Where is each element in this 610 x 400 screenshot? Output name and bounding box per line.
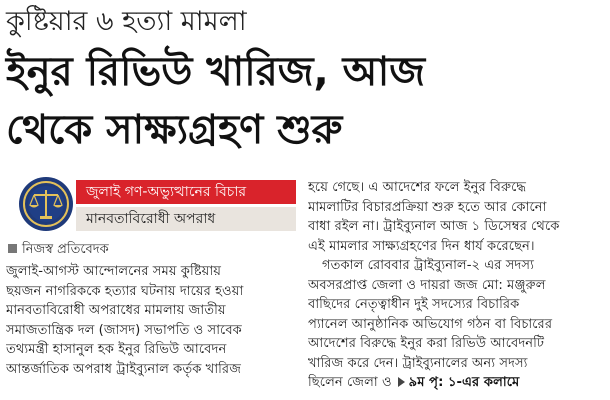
byline-text: নিজস্ব প্রতিবেদক [22,242,109,257]
body-line: বাধা রইল না। ট্রাইব্যুনাল আজ ১ ডিসেম্বর থেকে [308,219,560,234]
body-line: জুলাই-আগস্ট আন্দোলনের সময় কুষ্টিয়ায় [6,264,222,279]
body-line: খারিজ করে দেন। ট্রাইব্যুনালের অন্য সদস্য [308,355,528,371]
headline-line-2: থেকে সাক্ষ্যগ্রহণ শুরু [6,107,343,153]
byline-square-icon [8,244,17,253]
last-line-text: ছিলেন জেলা ও [308,375,392,390]
body-line: মানবতাবিরোধী অপরাধের মামলায় জাতীয় [6,303,226,318]
kicker: কুষ্টিয়ার ৬ হত্যা মামলা [6,6,247,37]
continued-on-page[interactable]: ৯ম পৃ: ১-এর কলামে [408,375,520,390]
body-line: তথ্যমন্ত্রী হাসানুল হক ইনুর রিভিউ আবেদন [6,342,227,357]
banner-top-label: জুলাই গণ-অভ্যুত্থানের বিচার [76,180,296,204]
banner-bottom-label: মানবতাবিরোধী অপরাধ [76,207,296,231]
body-line-last [308,373,606,393]
left-column [6,262,298,379]
right-column [308,178,606,393]
tribunal-scales-seal-icon [18,176,74,232]
body-line: আন্তর্জাতিক অপরাধ ট্রাইব্যুনাল কর্তৃক খারিজ [6,361,241,377]
body-line: গতকাল রোববার ট্রাইব্যুনাল-২ এর সদস্য [322,258,534,273]
byline [8,240,109,260]
body-line: প্যানেল আনুষ্ঠানিক অভিযোগ গঠন বা বিচারের [308,316,553,332]
section-banner [14,176,296,236]
body-line: ছয়জন নাগরিককে হত্যার ঘটনায় দায়ের হওয়া [6,283,244,299]
body-line: এই মামলার সাক্ষ্যগ্রহণের দিন ধার্য করেছেন। [308,238,535,254]
body-line: সমাজতান্ত্রিক দল (জাসদ) সভাপতি ও সাবেক [6,322,242,338]
headline-line-1: ইনুর রিভিউ খারিজ, আজ [6,49,426,95]
body-line: মামলাটির বিচারপ্রক্রিয়া শুরু হতে আর কোনো [308,199,547,215]
body-line: অবসরপ্রাপ্ত জেলা ও দায়রা জজ মো: মঞ্জুরুল [308,277,546,293]
body-line: হয়ে গেছে। এ আদেশের ফলে ইনুর বিরুদ্ধে [308,180,527,195]
body-line: আদেশের বিরুদ্ধে ইনুর করা রিভিউ আবেদনটি [308,336,545,351]
body-line: বাছিদের নেতৃত্বাধীন দুই সদস্যের বিচারিক [308,297,520,312]
jump-arrow-icon [398,377,405,387]
